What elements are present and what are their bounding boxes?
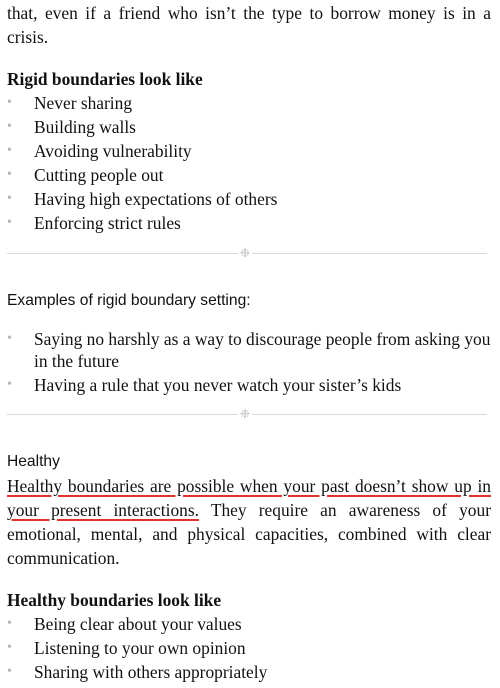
bullet-icon: • — [7, 331, 12, 346]
intro-paragraph: that, even if a friend who isn’t the type to borrow money is in a crisis. — [7, 3, 491, 47]
healthy-label: Healthy — [7, 453, 60, 470]
bullet-icon: • — [7, 640, 12, 655]
bullet-icon: • — [7, 377, 12, 392]
flower-ornament-icon: ❉ — [239, 407, 251, 421]
flower-ornament-icon: ❉ — [239, 246, 251, 260]
bullet-icon: • — [7, 616, 12, 631]
bullet-icon: • — [7, 119, 12, 134]
section-divider — [7, 407, 487, 421]
list-item: • Being clear about your values — [7, 614, 242, 634]
healthy-list — [7, 612, 491, 684]
rigid-heading: Rigid boundaries look like — [7, 69, 203, 89]
list-item: • Building walls — [7, 117, 136, 137]
healthy-paragraph: Healthy boundaries are possible when your past doesn’t show up in your present interactions. They require an awareness of your emotional, mental, and physical capacities, combined with clear communication. — [7, 476, 491, 568]
rigid-examples-list — [7, 328, 491, 396]
bullet-icon: • — [7, 664, 12, 679]
list-item: • Having a rule that you never watch your sister’s kids — [7, 375, 402, 395]
bullet-icon: • — [7, 191, 12, 206]
healthy-heading: Healthy boundaries look like — [7, 590, 222, 610]
list-item: • Avoiding vulnerability — [7, 141, 192, 161]
bullet-icon: • — [7, 215, 12, 230]
list-item: • Having high expectations of others — [7, 189, 278, 209]
section-divider — [7, 246, 487, 260]
list-item: • Enforcing strict rules — [7, 213, 181, 233]
list-item: • Saying no harshly as a way to discourage people from asking you in the future — [7, 329, 491, 371]
rigid-list — [7, 91, 491, 235]
list-item: • Sharing with others appropriately — [7, 662, 268, 682]
list-item: • Never sharing — [7, 93, 133, 113]
list-item: • Cutting people out — [7, 165, 164, 185]
rigid-examples-heading: Examples of rigid boundary setting: — [7, 292, 251, 309]
bullet-icon: • — [7, 167, 12, 182]
bullet-icon: • — [7, 95, 12, 110]
document-page — [7, 0, 491, 684]
bullet-icon: • — [7, 143, 12, 158]
list-item: • Listening to your own opinion — [7, 638, 246, 658]
spellcheck-underlined-text: Healthy boundaries are possible when your past doesn’t show up in your present interactions. — [7, 476, 491, 520]
